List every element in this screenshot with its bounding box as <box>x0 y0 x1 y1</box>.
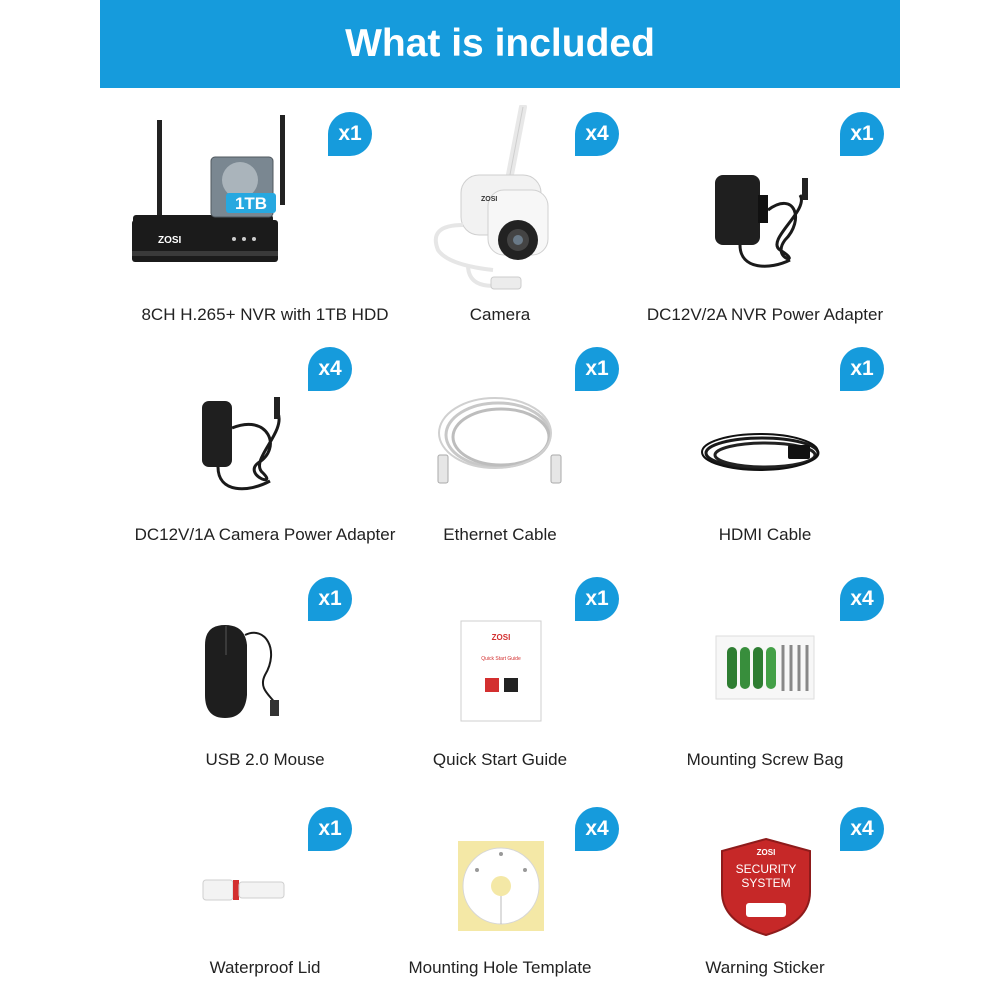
page-title: What is included <box>345 22 655 65</box>
quantity-badge: x4 <box>840 807 884 851</box>
sticker-line1: SECURITY <box>735 862 797 876</box>
item-label: DC12V/1A Camera Power Adapter <box>134 525 396 544</box>
usb-mouse-icon <box>195 620 295 720</box>
hole-template-icon <box>457 840 545 932</box>
quantity-badge: x4 <box>840 577 884 621</box>
warning-sticker-icon <box>718 837 814 937</box>
bullet-camera-icon <box>423 105 553 300</box>
hdd-capacity-text: 1TB <box>234 194 268 213</box>
quantity-badge: x1 <box>308 807 352 851</box>
item-label: HDMI Cable <box>718 525 812 544</box>
sticker-line2: SYSTEM <box>741 876 791 890</box>
ethernet-cable-icon <box>433 395 568 495</box>
hard-drive-icon <box>208 155 278 220</box>
antenna-icon <box>280 115 286 205</box>
item-label: Warning Sticker <box>705 958 825 977</box>
sticker-brand-text: ZOSI <box>756 848 776 857</box>
power-adapter-icon <box>710 170 825 275</box>
item-label: Quick Start Guide <box>432 750 568 769</box>
item-label: Mounting Hole Template <box>408 958 592 977</box>
waterproof-lid-icon <box>200 875 290 905</box>
header-banner <box>100 0 900 88</box>
item-label: USB 2.0 Mouse <box>205 750 325 769</box>
nvr-body-icon <box>130 215 280 270</box>
nvr-brand-text: ZOSI <box>158 235 182 246</box>
camera-brand-text: ZOSI <box>481 196 498 203</box>
quantity-badge: x4 <box>575 807 619 851</box>
quantity-badge: x1 <box>308 577 352 621</box>
guide-brand-text: ZOSI <box>491 633 511 642</box>
quantity-badge: x1 <box>575 577 619 621</box>
item-label: Camera <box>469 305 531 324</box>
power-adapter-icon <box>198 393 298 498</box>
quantity-badge: x4 <box>575 112 619 156</box>
quantity-badge: x1 <box>840 112 884 156</box>
item-label: 8CH H.265+ NVR with 1TB HDD <box>141 305 389 324</box>
item-label: Ethernet Cable <box>443 525 557 544</box>
quick-start-guide-icon <box>460 620 542 722</box>
quantity-badge: x1 <box>328 112 372 156</box>
hdmi-cable-icon <box>700 425 835 485</box>
item-label: Mounting Screw Bag <box>686 750 844 769</box>
item-label: Waterproof Lid <box>209 958 321 977</box>
item-label: DC12V/2A NVR Power Adapter <box>646 305 884 324</box>
quantity-badge: x1 <box>575 347 619 391</box>
quantity-badge: x1 <box>840 347 884 391</box>
screw-bag-icon <box>715 635 815 700</box>
guide-title-text: Quick Start Guide <box>481 656 521 662</box>
quantity-badge: x4 <box>308 347 352 391</box>
